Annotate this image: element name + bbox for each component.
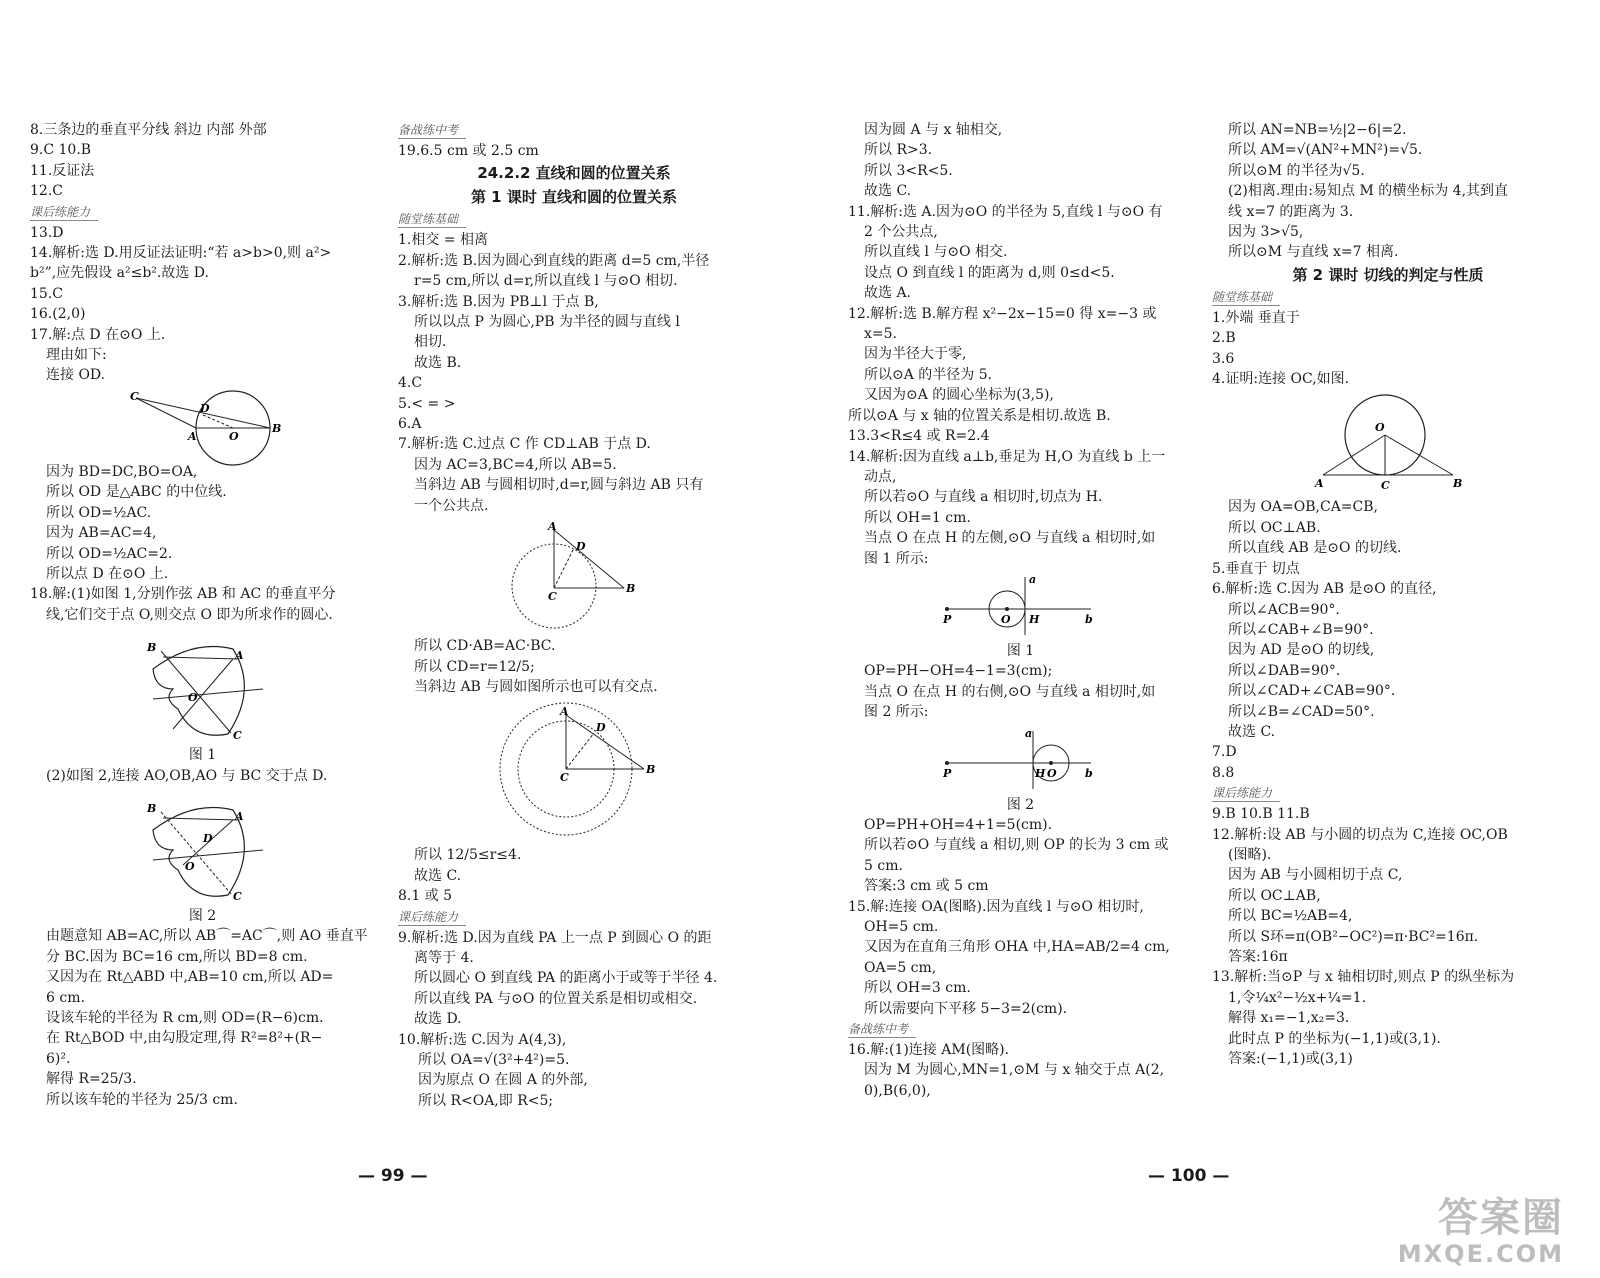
section-heading: 课后练能力 [30,204,98,221]
answer-line: 当点 O 在点 H 的左侧,⊙O 与直线 a 相切时,如 [864,530,1156,547]
answer-line: 所以 AM=√(AN²+MN²)=√5. [1228,142,1423,159]
answer-line: 4.C [398,375,423,392]
answer-line: 解得 x₁=−1,x₂=3. [1228,1010,1350,1027]
answer-line: 所以需要向下平移 5−3=2(cm). [864,1000,1068,1017]
answer-line: 离等于 4. [414,949,474,966]
page-number-right: — 100 — [1148,1166,1230,1186]
answer-line: 所以 OD=½AC=2. [46,545,173,562]
figure-point-label: B [146,641,156,655]
answer-line: 9.B 10.B 11.B [1212,806,1310,823]
answer-line: 14.解析:因为直线 a⊥b,垂足为 H,O 为直线 b 上一 [848,448,1166,465]
answer-line: 4.证明:连接 OC,如图. [1212,371,1350,388]
answer-line: 13.3<R≤4 或 R=2.4 [848,428,990,445]
answer-line: 6.解析:选 C.因为 AB 是⊙O 的直径, [1212,581,1437,598]
figure-point-label: A [560,705,569,719]
answer-line: 所以该车轮的半径为 25/3 cm. [46,1091,238,1108]
figure-caption: 图 2 [1006,796,1035,813]
answer-line: (2)相离.理由:易知点 M 的横坐标为 4,其到直 [1228,183,1509,200]
answer-line: 设点 O 到直线 l 的距离为 d,则 0≤d<5. [864,264,1115,281]
text-column-2 [398,120,750,1111]
watermark-logo-text: 答案圈 [1438,1195,1564,1241]
answer-line: 线,它们交于点 O,则交点 O 即为所求作的圆心. [46,606,333,623]
text-column-1 [30,120,375,1110]
answer-line: 5.垂直于 切点 [1212,560,1300,577]
answer-line: 10.解析:选 C.因为 A(4,3), [398,1031,567,1048]
section-heading: 备战练中考 [848,1021,916,1038]
figure-point-label: D [202,831,213,845]
answer-line: 因为 AB=AC=4, [46,525,157,542]
figure-point-label: C [232,889,242,903]
answer-line: (2)如图 2,连接 AO,OB,AO 与 BC 交于点 D. [46,767,328,784]
figure-right-triangle-two-circles [494,701,654,841]
answer-line: 2.解析:选 B.因为圆心到直线的距离 d=5 cm,半径 [398,252,710,269]
answer-line: 当斜边 AB 与圆如图所示也可以有交点. [414,678,658,695]
answer-line: 2 个公共点, [864,224,938,241]
figure-point-label: B [271,421,281,435]
answer-line: 3.解析:选 B.因为 PB⊥l 于点 B, [398,293,599,310]
answer-line: 所以直线 AB 是⊙O 的切线. [1228,540,1402,557]
text-column-4 [1212,120,1564,1069]
answer-line: 所以圆心 O 到直线 PA 的距离小于或等于半径 4. [414,970,718,987]
answer-line: 所以 3<R<5. [864,162,953,179]
answer-line: 又因为⊙A 的圆心坐标为(3,5), [864,387,1054,404]
answer-line: 图 1 所示: [864,550,929,567]
answer-line: 故选 C. [864,183,912,200]
answer-line: 15.解:连接 OA(图略).因为直线 l 与⊙O 相切时, [848,898,1144,915]
answer-line: 答案:3 cm 或 5 cm [864,878,989,895]
lesson-title: 第 1 课时 直线和圆的位置关系 [470,188,678,207]
figure-caption: 图 2 [188,907,217,924]
figure-triangle-circle [128,389,281,458]
lesson-title: 24.2.2 直线和圆的位置关系 [477,164,671,183]
answer-line: 所以 OH=1 cm. [864,509,971,526]
answer-line: 5 cm. [864,857,903,874]
answer-line: 因为半径大于零, [864,346,967,363]
answer-line: 所以 BC=½AB=4, [1228,908,1353,925]
section-heading: 备战练中考 [398,122,466,139]
answer-line: 7.解析:选 C.过点 C 作 CD⊥AB 于点 D. [398,436,651,453]
figure-wheel-fragment-2 [133,790,273,902]
answer-line: 12.C [30,183,63,200]
answer-line: 3.6 [1212,350,1235,367]
answer-line: 所以∠CAD+∠CAB=90°. [1228,683,1396,700]
answer-line: (图略). [1228,846,1272,863]
answer-line: OH=5 cm. [864,919,939,935]
figure-point-label: B [1453,477,1463,491]
answer-line: 又因为在直角三角形 OHA 中,HA=AB/2=4 cm, [864,939,1170,956]
watermark-url: MXQE.COM [1397,1240,1564,1268]
answer-line: 8.1 或 5 [398,888,453,905]
figure-point-label: B [626,582,636,596]
answer-line: 9.C 10.B [30,142,92,159]
figure-wheel-fragment-1 [133,629,273,741]
answer-line: 在 Rt△BOD 中,由勾股定理,得 R²=8²+(R− [46,1030,323,1047]
answer-line: 线 x=7 的距离为 3. [1228,203,1354,220]
answer-line: 所以⊙A 的半径为 5. [864,366,993,383]
answer-line: 所以 OC⊥AB. [1228,519,1321,536]
figure-point-label: B [646,763,656,777]
answer-line: 当斜边 AB 与圆相切时,d=r,圆与斜边 AB 只有 [414,477,704,494]
answer-line: 因为 OA=OB,CA=CB, [1228,499,1378,516]
answer-line: 故选 B. [414,354,462,371]
answer-line: 所以 OD 是△ABC 的中位线. [46,484,227,501]
answer-line: 所以直线 l 与⊙O 相交. [864,244,1008,261]
answer-line: 动点, [864,468,897,485]
answer-line: 所以⊙A 与 x 轴的位置关系是相切.故选 B. [848,407,1111,424]
figure-point-label: b [1084,766,1093,780]
answer-line: 故选 C. [414,867,462,884]
figure-point-label: C [548,590,557,604]
figure-point-label: H [1028,612,1039,626]
figure-point-label: O [1000,612,1011,626]
section-heading: 随堂练基础 [1212,289,1280,306]
answer-line: 所以 AN=NB=½|2−6|=2. [1228,122,1407,138]
answer-line: 所以⊙M 与直线 x=7 相离. [1228,244,1399,261]
answer-line: 因为原点 O 在圆 A 的外部, [418,1072,588,1089]
answer-line: 因为 AD 是⊙O 的切线, [1228,642,1375,659]
answer-line: 因为 AC=3,BC=4,所以 AB=5. [414,456,617,473]
figure-point-label: C [232,729,242,743]
answer-line: 6.A [398,416,422,433]
answer-line: 所以若⊙O 与直线 a 相切时,切点为 H. [864,489,1103,506]
answer-line: 所以∠ACB=90°. [1228,601,1340,618]
answer-line: 12.解析:选 B.解方程 x²−2x−15=0 得 x=−3 或 [848,305,1157,322]
answer-line: 14.解析:选 D.用反证法证明:“若 a>b>0,则 a²> [30,245,332,262]
section-heading: 课后练能力 [398,909,466,926]
answer-line: 因为圆 A 与 x 轴相交, [864,122,1003,138]
figure-point-label: P [942,766,951,780]
figure-point-label: A [1315,477,1324,491]
answer-line: OA=5 cm, [864,959,937,976]
answer-line: 所以∠B=∠CAD=50°. [1228,703,1375,720]
answer-line: 设该车轮的半径为 R cm,则 OD=(R−6)cm. [46,1009,324,1026]
answer-line: 所以 CD=r=12/5; [414,658,535,675]
figure-point-label: O [187,691,198,705]
answer-line: 13.解析:当⊙P 与 x 轴相切时,则点 P 的纵坐标为 [1212,969,1515,986]
answer-line: x=5. [864,326,897,343]
answer-line: 连接 OD. [46,367,106,384]
answer-line: 2.B [1212,330,1236,347]
answer-line: 18.解:(1)如图 1,分别作弦 AB 和 AC 的垂直平分 [30,586,336,603]
answer-line: 所以点 D 在⊙O 上. [46,565,169,582]
figure-point-label: D [576,540,586,554]
figure-point-label: b [1084,612,1093,626]
answer-line: 相切. [414,334,447,351]
answer-line: 9.解析:选 D.因为直线 PA 上一点 P 到圆心 O 的距 [398,929,712,946]
lesson-title: 第 2 课时 切线的判定与性质 [1292,265,1484,284]
answer-line: 因为 AB 与小圆相切于点 C, [1228,867,1403,884]
answer-line: 所以 R<OA,即 R<5; [418,1092,554,1109]
answer-line: 5.< = > [398,395,456,412]
answer-line: 所以 S环=π(OB²−OC²)=π·BC²=16π. [1228,928,1479,945]
figure-point-label: a [1024,726,1032,740]
answer-line: 所以∠CAB+∠B=90°. [1228,621,1374,638]
answer-line: 所以直线 PA 与⊙O 的位置关系是相切或相交. [414,990,698,1007]
answer-line: 故选 A. [864,285,912,302]
figure-tangent-line-circle [1313,393,1463,493]
answer-line: 所以以点 P 为圆心,PB 为半径的圆与直线 l [414,314,680,331]
figure-point-label: B [146,801,156,815]
answer-line: 此时点 P 的坐标为(−1,1)或(3,1). [1228,1030,1441,1047]
answer-line: 所以 OA=√(3²+4²)=5. [418,1051,570,1068]
figure-caption: 图 1 [1006,642,1035,659]
answer-line: 所以 12/5≤r≤4. [414,847,522,864]
figure-right-triangle-circle [504,520,644,632]
answer-line: 故选 C. [1228,723,1276,740]
section-heading: 随堂练基础 [398,211,466,228]
figure-point-label: A [187,429,197,443]
figure-point-label: A [234,809,244,823]
answer-line: 6 cm. [46,989,85,1006]
figure-point-label: P [942,612,951,626]
answer-line: 解得 R=25/3. [46,1071,137,1088]
answer-line: 答案:(−1,1)或(3,1) [1228,1051,1353,1068]
figure-point-label: C [1381,479,1390,493]
answer-line: 因为 M 为圆心,MN=1,⊙M 与 x 轴交于点 A(2, [864,1062,1165,1079]
answer-line: 15.C [30,285,63,302]
figure-point-label: C [129,389,139,403]
figure-point-label: O [1046,766,1057,780]
answer-line: 所以 R>3. [864,142,933,159]
figure-point-label: A [234,649,244,663]
figure-point-label: H [1034,766,1045,780]
answer-line: 所以 CD·AB=AC·BC. [414,638,556,655]
answer-line: 因为 3>√5, [1228,224,1304,241]
answer-line: 17.解:点 D 在⊙O 上. [30,326,166,343]
answer-line: 故选 D. [414,1011,462,1028]
answer-line: 7.D [1212,744,1237,761]
answer-line: 一个公共点. [414,497,489,514]
answer-line: 16.(2,0) [30,306,86,323]
answer-line: 16.解:(1)连接 AM(图略). [848,1042,1010,1059]
answer-line: 13.D [30,224,64,241]
answer-line: 1.外端 垂直于 [1212,309,1300,326]
figure-point-label: D [596,721,606,735]
figure-point-label: O [1375,421,1385,435]
figure-point-label: A [548,520,557,534]
answer-line: b²”,应先假设 a²≤b².故选 D. [30,265,209,282]
answer-line: 分 BC.因为 BC=16 cm,所以 BD=8 cm. [46,948,308,965]
figure-line-circle-left [941,573,1101,637]
answer-line: 0),B(6,0), [864,1082,931,1099]
answer-line: 图 2 所示: [864,704,929,721]
answer-line: 所以 OC⊥AB, [1228,887,1321,904]
answer-line: 所以若⊙O 与直线 a 相切,则 OP 的长为 3 cm 或 [864,837,1169,854]
answer-line: 当点 O 在点 H 的右侧,⊙O 与直线 a 相切时,如 [864,683,1156,700]
text-column-3 [848,120,1193,1101]
answer-line: 所以 OH=3 cm. [864,980,971,997]
answer-line: 答案:16π [1228,949,1288,965]
figure-point-label: C [560,771,569,785]
figure-line-circle-right [941,727,1101,791]
answer-line: 由题意知 AB=AC,所以 AB⌒=AC⌒,则 AO 垂直平 [46,928,368,945]
figure-point-label: D [199,401,210,415]
answer-line: 11.反证法 [30,162,95,179]
answer-line: 又因为在 Rt△ABD 中,AB=10 cm,所以 AD= [46,969,334,986]
answer-line: r=5 cm,所以 d=r,所以直线 l 与⊙O 相切. [414,273,678,290]
section-heading: 课后练能力 [1212,785,1280,802]
answer-line: 11.解析:选 A.因为⊙O 的半径为 5,直线 l 与⊙O 有 [848,203,1163,220]
answer-line: OP=PH+OH=4+1=5(cm). [864,816,1053,833]
answer-line: 8.8 [1212,764,1235,781]
answer-line: 8.三条边的垂直平分线 斜边 内部 外部 [30,122,267,138]
figure-caption: 图 1 [188,747,217,764]
figure-point-label: a [1028,572,1036,586]
answer-line: 12.解析:设 AB 与小圆的切点为 C,连接 OC,OB [1212,826,1508,843]
figure-point-label: O [228,429,239,443]
answer-line: 所以⊙M 的半径为√5. [1228,162,1365,179]
watermark [1398,1196,1564,1268]
figure-point-label: O [184,859,195,873]
answer-line: OP=PH−OH=4−1=3(cm); [864,663,1053,680]
answer-line: 6)². [46,1050,71,1067]
answer-line: 所以 OD=½AC. [46,504,152,521]
answer-line: 19.6.5 cm 或 2.5 cm [398,143,539,159]
answer-line: 理由如下: [46,347,107,364]
page-number-left: — 99 — [358,1166,428,1186]
answer-line: 因为 BD=DC,BO=OA, [46,463,198,480]
answer-line: 1.相交 = 相离 [398,232,488,249]
answer-line: 1,令¼x²−½x+¼=1. [1228,989,1367,1006]
answer-line: 所以∠DAB=90°. [1228,662,1341,679]
